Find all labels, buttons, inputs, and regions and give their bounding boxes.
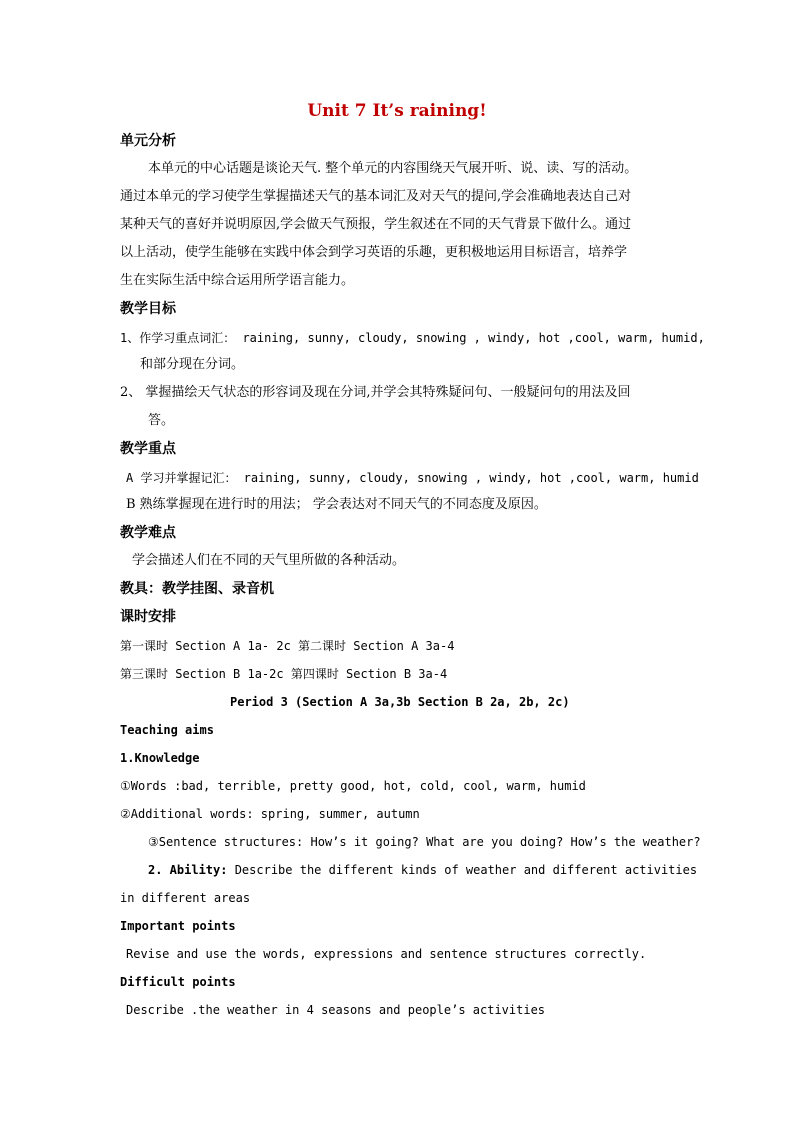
schedule-row-2: 第三课时 Section B 1a-2c 第四课时 Section B 3a-4	[120, 667, 448, 681]
knowledge-item-1: ①Words :bad, terrible, pretty good, hot, cold, cool, warm, humid	[120, 779, 586, 793]
document-title: Unit 7 It’s raining!	[307, 101, 487, 121]
key-point-b: B 熟练掌握现在进行时的用法； 学会表达对不同天气的不同态度及原因。	[126, 497, 547, 512]
difficult-points-heading: Difficult points	[120, 975, 236, 989]
goal-item-1: 1、作学习重点词汇： raining, sunny, cloudy, snowing , windy, hot ,cool, warm, humid,	[120, 331, 705, 345]
analysis-line: 本单元的中心话题是谈论天气. 整个单元的内容围绕天气展开听、说、读、写的活动。	[148, 161, 638, 176]
knowledge-heading: 1.Knowledge	[120, 751, 200, 765]
ability-line	[148, 862, 697, 878]
teaching-tools: 教具：教学挂图、录音机	[120, 581, 274, 597]
teaching-aims-heading: Teaching aims	[120, 723, 214, 737]
period-heading: Period 3 (Section A 3a,3b Section B 2a, 2b, 2c)	[230, 695, 570, 709]
knowledge-item-3: ③Sentence structures: How’s it going? What are you doing? How’s the weather?	[148, 835, 701, 849]
ability-line-cont: in different areas	[120, 891, 251, 905]
important-points-text: Revise and use the words, expressions and sentence structures correctly.	[126, 947, 647, 961]
heading-schedule: 课时安排	[120, 609, 176, 625]
heading-teaching-goals: 教学目标	[120, 301, 176, 317]
heading-key-points: 教学重点	[120, 441, 176, 457]
analysis-line: 以上活动，使学生能够在实践中体会到学习英语的乐趣，更积极地运用目标语言，培养学	[120, 245, 628, 260]
analysis-line: 某种天气的喜好并说明原因,学会做天气预报，学生叙述在不同的天气背景下做什么。通过	[120, 217, 632, 232]
analysis-line: 生在实际生活中综合运用所学语言能力。	[120, 273, 355, 288]
goal-item-2-cont: 答。	[148, 413, 175, 428]
goal-item-1-cont: 和部分现在分词。	[140, 357, 245, 372]
ability-label: 2. Ability:	[148, 863, 228, 877]
knowledge-item-2: ②Additional words: spring, summer, autumn	[120, 807, 420, 821]
schedule-row-1: 第一课时 Section A 1a- 2c 第二课时 Section A 3a-4	[120, 639, 455, 653]
difficult-text: 学会描述人们在不同的天气里所做的各种活动。	[132, 553, 406, 568]
important-points-heading: Important points	[120, 919, 236, 933]
goal-item-2: 2、 掌握描绘天气状态的形容词及现在分词,并学会其特殊疑问句、一般疑问句的用法及回	[120, 385, 631, 400]
difficult-points-text: Describe .the weather in 4 seasons and people’s activities	[126, 1003, 546, 1017]
key-point-a: A 学习并掌握记汇： raining, sunny, cloudy, snowing , windy, hot ,cool, warm, humid	[126, 471, 699, 485]
ability-text: Describe the different kinds of weather and different activities	[227, 863, 698, 877]
heading-unit-analysis: 单元分析	[120, 133, 176, 149]
heading-difficult-points: 教学难点	[120, 525, 176, 541]
analysis-line: 通过本单元的学习使学生掌握描述天气的基本词汇及对天气的提问,学会准确地表达自己对	[120, 189, 632, 204]
